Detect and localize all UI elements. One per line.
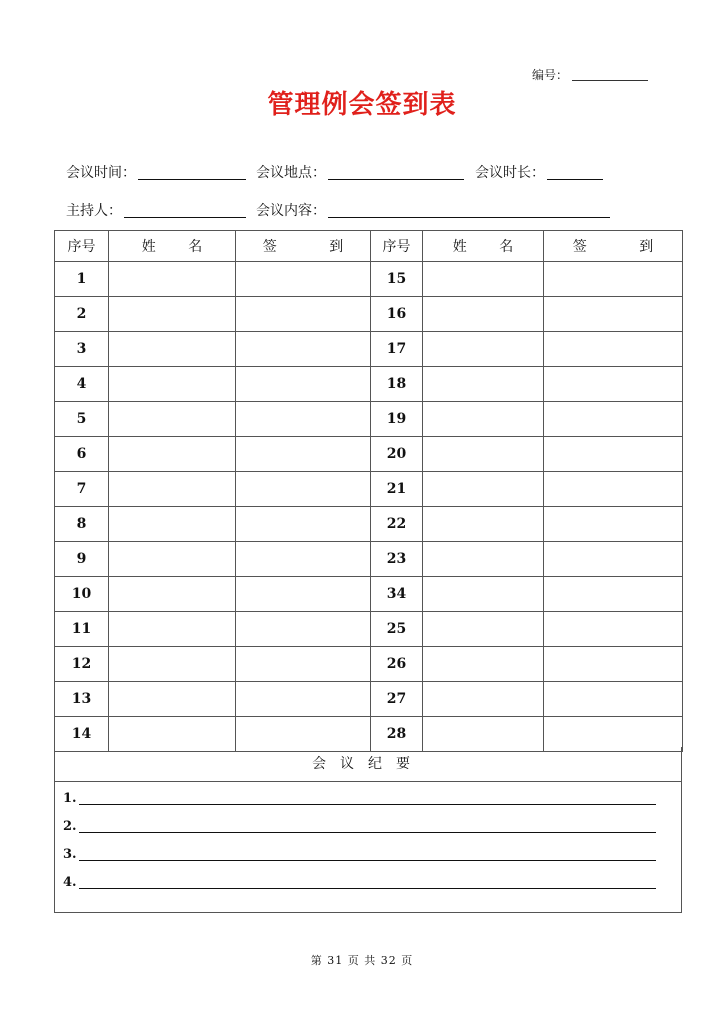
meeting-place-field <box>256 162 464 182</box>
table-row <box>55 367 683 402</box>
seq-cell-left: 1 <box>55 262 109 297</box>
table-row <box>55 682 683 717</box>
name-cell-right[interactable] <box>423 682 544 717</box>
seq-cell-left: 6 <box>55 437 109 472</box>
table-row <box>55 507 683 542</box>
seq-cell-left: 14 <box>55 717 109 752</box>
header-seq-left: 序号 <box>55 231 109 262</box>
name-cell-right[interactable] <box>423 507 544 542</box>
seq-cell-right: 20 <box>371 437 423 472</box>
meeting-time-field <box>66 162 246 182</box>
seq-cell-left: 13 <box>55 682 109 717</box>
name-cell-right[interactable] <box>423 262 544 297</box>
seq-cell-left: 4 <box>55 367 109 402</box>
name-cell-right[interactable] <box>423 612 544 647</box>
sign-cell-right[interactable] <box>544 402 683 437</box>
header-sign-right: 签 到 <box>544 231 683 262</box>
sign-cell-left[interactable] <box>236 297 371 332</box>
header-name-left: 姓 名 <box>109 231 236 262</box>
host-field <box>66 200 246 220</box>
sign-cell-right[interactable] <box>544 297 683 332</box>
page-title: 管理例会签到表 <box>267 90 457 120</box>
header-seq-right: 序号 <box>371 231 423 262</box>
table-row <box>55 262 683 297</box>
host-label: 主持人： <box>66 203 122 219</box>
name-cell-right[interactable] <box>423 577 544 612</box>
meeting-content-input[interactable] <box>328 203 610 218</box>
name-cell-right[interactable] <box>423 332 544 367</box>
table-row <box>55 437 683 472</box>
sign-cell-left[interactable] <box>236 577 371 612</box>
serial-label: 编号： <box>532 68 569 82</box>
meeting-time-input[interactable] <box>138 165 246 180</box>
name-cell-left[interactable] <box>109 577 236 612</box>
table-row <box>55 647 683 682</box>
minute-item[interactable]: 4. <box>63 875 77 890</box>
name-cell-left[interactable] <box>109 507 236 542</box>
sign-cell-left[interactable] <box>236 472 371 507</box>
seq-cell-right: 21 <box>371 472 423 507</box>
seq-cell-left: 11 <box>55 612 109 647</box>
sign-cell-left[interactable] <box>236 647 371 682</box>
name-cell-left[interactable] <box>109 297 236 332</box>
meeting-duration-label: 会议时长： <box>475 165 545 181</box>
seq-cell-left: 10 <box>55 577 109 612</box>
serial-number <box>532 66 648 83</box>
table-row <box>55 297 683 332</box>
table-row <box>55 332 683 367</box>
name-cell-right[interactable] <box>423 402 544 437</box>
sign-cell-right[interactable] <box>544 262 683 297</box>
sign-cell-left[interactable] <box>236 682 371 717</box>
sign-cell-right[interactable] <box>544 577 683 612</box>
sign-cell-left[interactable] <box>236 332 371 367</box>
meeting-content-label: 会议内容： <box>256 203 326 219</box>
name-cell-left[interactable] <box>109 612 236 647</box>
minutes-title: 会议纪要 <box>55 747 681 782</box>
name-cell-left[interactable] <box>109 647 236 682</box>
name-cell-left[interactable] <box>109 367 236 402</box>
host-input[interactable] <box>124 203 246 218</box>
table-row <box>55 542 683 577</box>
seq-cell-right: 25 <box>371 612 423 647</box>
seq-cell-left: 9 <box>55 542 109 577</box>
name-cell-left[interactable] <box>109 542 236 577</box>
name-cell-left[interactable] <box>109 472 236 507</box>
seq-cell-right: 26 <box>371 647 423 682</box>
sign-cell-left[interactable] <box>236 402 371 437</box>
name-cell-left[interactable] <box>109 437 236 472</box>
seq-cell-left: 8 <box>55 507 109 542</box>
sign-cell-left[interactable] <box>236 507 371 542</box>
sign-cell-right[interactable] <box>544 682 683 717</box>
sign-cell-left[interactable] <box>236 612 371 647</box>
meeting-place-label: 会议地点： <box>256 165 326 181</box>
sign-cell-right[interactable] <box>544 647 683 682</box>
sign-cell-right[interactable] <box>544 367 683 402</box>
seq-cell-right: 28 <box>371 717 423 752</box>
name-cell-right[interactable] <box>423 647 544 682</box>
name-cell-right[interactable] <box>423 542 544 577</box>
seq-cell-right: 34 <box>371 577 423 612</box>
sign-cell-right[interactable] <box>544 472 683 507</box>
minutes-section <box>54 747 682 913</box>
seq-cell-left: 3 <box>55 332 109 367</box>
meeting-place-input[interactable] <box>328 165 464 180</box>
name-cell-left[interactable] <box>109 262 236 297</box>
serial-input-line[interactable] <box>572 68 648 81</box>
seq-cell-right: 17 <box>371 332 423 367</box>
minute-item[interactable]: 3. <box>63 847 77 862</box>
seq-cell-right: 19 <box>371 402 423 437</box>
header-sign-left: 签 到 <box>236 231 371 262</box>
sign-cell-right[interactable] <box>544 507 683 542</box>
meeting-duration-input[interactable] <box>547 165 603 180</box>
sign-cell-right[interactable] <box>544 332 683 367</box>
seq-cell-right: 16 <box>371 297 423 332</box>
name-cell-left[interactable] <box>109 402 236 437</box>
name-cell-right[interactable] <box>423 472 544 507</box>
sign-cell-left[interactable] <box>236 437 371 472</box>
seq-cell-right: 23 <box>371 542 423 577</box>
name-cell-right[interactable] <box>423 437 544 472</box>
seq-cell-right: 27 <box>371 682 423 717</box>
meeting-time-label: 会议时间： <box>66 165 136 181</box>
signin-table <box>54 230 683 752</box>
seq-cell-left: 5 <box>55 402 109 437</box>
page-footer: 第 31 页 共 32 页 <box>310 954 414 967</box>
minute-item[interactable]: 2. <box>63 819 77 834</box>
meeting-duration-field <box>475 162 603 182</box>
sign-cell-left[interactable] <box>236 367 371 402</box>
sign-cell-left[interactable] <box>236 262 371 297</box>
minute-item[interactable]: 1. <box>63 791 77 806</box>
seq-cell-left: 2 <box>55 297 109 332</box>
name-cell-left[interactable] <box>109 332 236 367</box>
seq-cell-right: 18 <box>371 367 423 402</box>
seq-cell-left: 7 <box>55 472 109 507</box>
sign-cell-left[interactable] <box>236 542 371 577</box>
sign-cell-right[interactable] <box>544 612 683 647</box>
name-cell-right[interactable] <box>423 367 544 402</box>
sign-cell-right[interactable] <box>544 437 683 472</box>
sign-cell-right[interactable] <box>544 542 683 577</box>
table-row <box>55 612 683 647</box>
seq-cell-right: 15 <box>371 262 423 297</box>
table-header-row <box>55 231 683 262</box>
header-name-right: 姓 名 <box>423 231 544 262</box>
name-cell-left[interactable] <box>109 682 236 717</box>
table-row <box>55 577 683 612</box>
table-row <box>55 402 683 437</box>
meeting-content-field <box>256 200 610 220</box>
seq-cell-right: 22 <box>371 507 423 542</box>
name-cell-right[interactable] <box>423 297 544 332</box>
seq-cell-left: 12 <box>55 647 109 682</box>
table-row <box>55 472 683 507</box>
